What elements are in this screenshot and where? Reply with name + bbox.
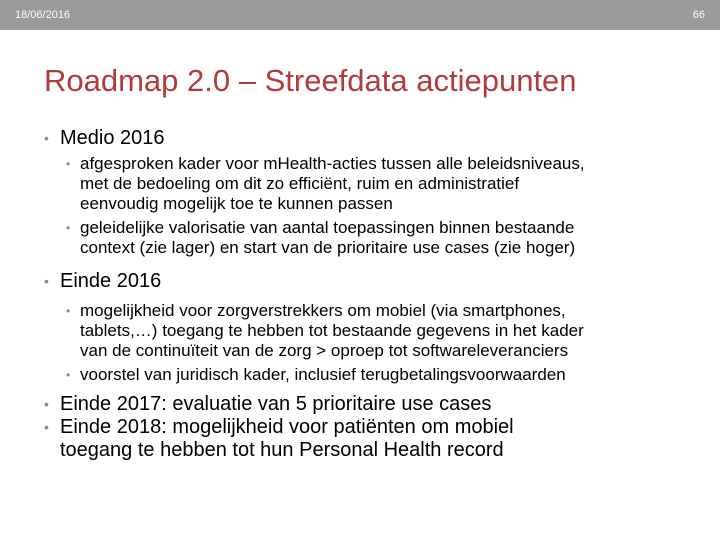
sub-bullet-line: context (zie lager) en start van de prioritaire use cases (zie hoger) [80,238,576,257]
bullet-medio-2016 [30,127,690,150]
sub-bullet [30,301,690,361]
bullet-einde-2016 [30,270,690,293]
sub-bullet-line: met de bedoeling om dit zo efficiënt, ruim en administratief [80,174,520,193]
slide-title: Roadmap 2.0 – Streefdata actiepunten [44,63,577,98]
sub-bullet-line: eenvoudig mogelijk toe te kunnen passen [80,194,393,213]
bullet-dot-icon: • [44,396,49,412]
sub-bullet-line: geleidelijke valorisatie van aantal toepassingen binnen bestaande [80,218,575,237]
slide-header-bar [0,0,720,30]
bullet-line: Einde 2018: mogelijkheid voor patiënten om mobiel [60,416,514,438]
sub-bullet-line: afgesproken kader voor mHealth-acties tussen alle beleidsniveaus, [80,154,585,173]
sub-bullet [30,154,690,214]
bullet-text: Medio 2016 [60,127,165,149]
sub-bullet-dot-icon: • [66,157,71,171]
sub-bullet [30,365,690,385]
bullet-einde-2017 [30,393,690,416]
bullet-text: Einde 2016 [60,270,162,292]
slide-content [30,127,690,462]
bullet-dot-icon: • [44,273,49,289]
slide-page-number: 66 [692,9,705,21]
bullet-dot-icon: • [44,130,49,146]
bullet-line: toegang te hebben tot hun Personal Health record [60,439,504,461]
sub-bullet-line: voorstel van juridisch kader, inclusief terugbetalingsvoorwaarden [80,365,566,384]
sub-bullet-line: mogelijkheid voor zorgverstrekkers om mobiel (via smartphones, [80,301,566,320]
sub-bullet-line: van de continuïteit van de zorg > oproep tot softwareleveranciers [80,341,569,360]
bullet-line: Einde 2017: evaluatie van 5 prioritaire use cases [60,393,492,415]
sub-bullet-dot-icon: • [66,368,71,382]
sub-bullet [30,218,690,258]
sub-bullet-dot-icon: • [66,221,71,235]
sub-bullet-dot-icon: • [66,304,71,318]
bullet-dot-icon: • [44,419,49,435]
slide-date: 18/06/2016 [15,9,71,21]
sub-bullet-line: tablets,…) toegang te hebben tot bestaande gegevens in het kader [80,321,584,340]
bullet-einde-2018 [30,416,690,462]
